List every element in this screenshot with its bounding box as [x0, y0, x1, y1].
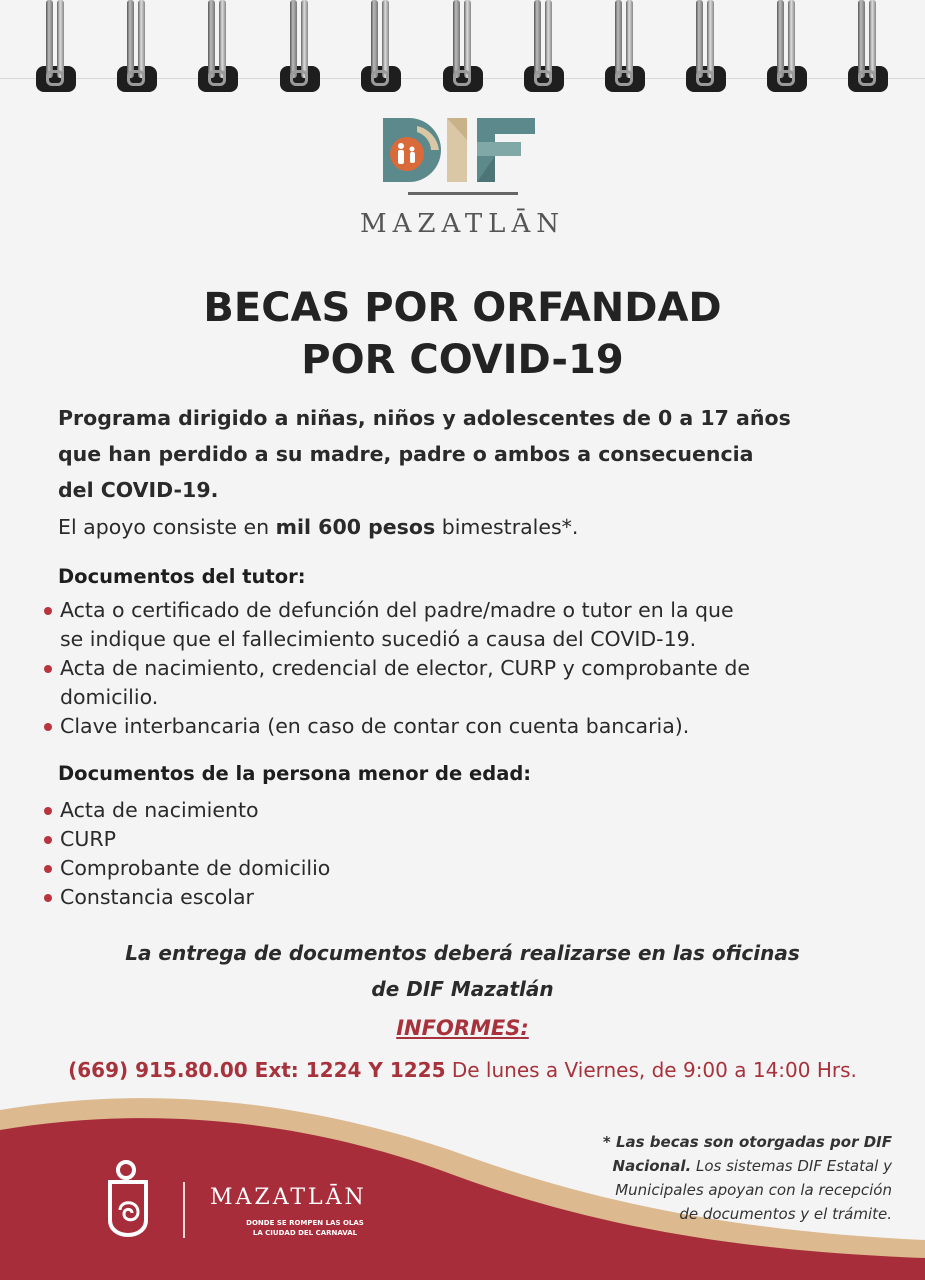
note-line-3: Municipales apoyan con la recepción: [615, 1181, 892, 1199]
program-description: [58, 400, 878, 508]
list-item-text: Comprobante de domicilio: [60, 856, 331, 880]
binding-ring: [524, 0, 568, 96]
tutor-docs-heading: Documentos del tutor:: [58, 565, 306, 588]
intro-line-2: que han perdido a su madre, padre o ambos a consecuencia: [58, 442, 754, 466]
footer-tagline-line-1: DONDE SE ROMPEN LAS OLAS: [246, 1219, 364, 1227]
list-item-text: Constancia escolar: [60, 885, 254, 909]
intro-line-1: Programa dirigido a niñas, niños y adolescentes de 0 a 17 años: [58, 406, 791, 430]
list-item: [42, 883, 882, 912]
support-amount: mil 600 pesos: [275, 515, 436, 539]
binding-ring: [361, 0, 405, 96]
bullet-dot-icon: [44, 894, 52, 902]
list-item: [42, 796, 882, 825]
footer-tagline: [210, 1218, 400, 1238]
delivery-line-2: de DIF Mazatlán: [371, 977, 554, 1001]
binding-ring: [605, 0, 649, 96]
note-line-4: de documentos y el trámite.: [679, 1205, 892, 1223]
bullet-dot-icon: [44, 665, 52, 673]
logo-city-name: MAZATLĀN: [360, 209, 565, 239]
support-amount-text: [58, 512, 878, 542]
dif-logo-block: [0, 118, 925, 239]
binding-ring: [280, 0, 324, 96]
logo-divider: [408, 192, 518, 195]
bullet-dot-icon: [44, 865, 52, 873]
note-text-1: Los sistemas DIF Estatal y: [691, 1157, 892, 1175]
intro-line-3: del COVID-19.: [58, 478, 219, 502]
binding-ring: [767, 0, 811, 96]
binding-ring: [848, 0, 892, 96]
bullet-dot-icon: [44, 807, 52, 815]
list-item-line: se indique que el fallecimiento sucedió a causa del COVID-19.: [60, 627, 697, 651]
binding-ring: [686, 0, 730, 96]
note-bold-2: Nacional.: [612, 1157, 692, 1175]
list-item-text: Acta de nacimiento: [60, 798, 259, 822]
list-item: [42, 712, 882, 741]
page-title: [0, 282, 925, 386]
footer-tagline-line-2: LA CIUDAD DEL CARNAVAL: [252, 1229, 358, 1237]
dif-logo-icon: [383, 118, 543, 182]
footnote: [540, 1130, 892, 1226]
title-line-2: POR COVID-19: [301, 337, 624, 383]
bullet-dot-icon: [44, 723, 52, 731]
footer-divider: [183, 1182, 185, 1238]
bullet-dot-icon: [44, 607, 52, 615]
note-bold-1: * Las becas son otorgadas por DIF: [602, 1133, 892, 1151]
minor-docs-heading: Documentos de la persona menor de edad:: [58, 762, 532, 785]
list-item-text: CURP: [60, 827, 116, 851]
list-item-line: Acta de nacimiento, credencial de elector, CURP y comprobante de: [60, 656, 750, 680]
minor-docs-list: [42, 796, 882, 912]
support-suffix: bimestrales*.: [435, 515, 579, 539]
mazatlan-emblem-icon: [98, 1160, 162, 1252]
title-line-1: BECAS POR ORFANDAD: [203, 285, 722, 331]
list-item: [42, 654, 882, 712]
binding-ring: [198, 0, 242, 96]
delivery-instructions: [0, 935, 925, 1007]
footer-city-name: MAZATLĀN: [210, 1185, 367, 1210]
contact-phone: (669) 915.80.00 Ext: 1224 Y 1225: [68, 1058, 446, 1082]
spiral-binding: [0, 0, 925, 100]
contact-hours: De lunes a Viernes, de 9:00 a 14:00 Hrs.: [445, 1058, 857, 1082]
bullet-dot-icon: [44, 836, 52, 844]
binding-ring: [117, 0, 161, 96]
list-item: [42, 854, 882, 883]
delivery-line-1: La entrega de documentos deberá realizarse en las oficinas: [125, 941, 800, 965]
support-prefix: El apoyo consiste en: [58, 515, 276, 539]
list-item: [42, 596, 882, 654]
tutor-docs-list: [42, 596, 882, 741]
list-item: [42, 825, 882, 854]
list-item-line: domicilio.: [60, 685, 159, 709]
contact-info: [0, 1058, 925, 1082]
binding-ring: [36, 0, 80, 96]
list-item-line: Clave interbancaria (en caso de contar con cuenta bancaria).: [60, 714, 690, 738]
informes-heading: INFORMES:: [396, 1016, 529, 1040]
binding-ring: [443, 0, 487, 96]
list-item-line: Acta o certificado de defunción del padre/madre o tutor en la que: [60, 598, 734, 622]
